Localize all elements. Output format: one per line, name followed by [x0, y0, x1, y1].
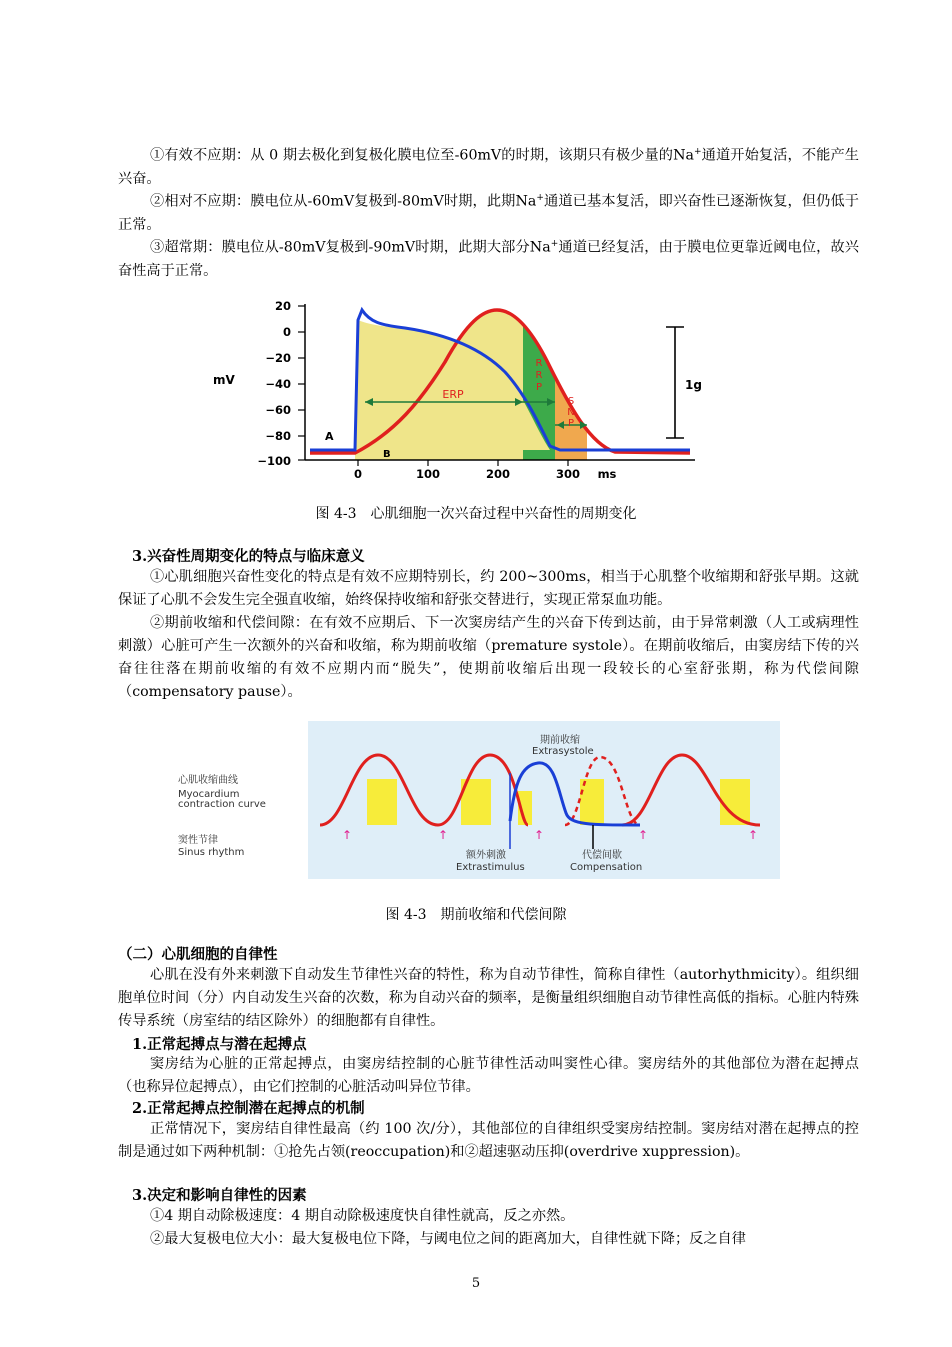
heading-pacemaker: 1.正常起搏点与潜在起搏点 — [132, 1036, 307, 1053]
svg-text:−40: −40 — [265, 377, 291, 391]
svg-text:R: R — [535, 358, 543, 369]
figure1-caption: 图 4-3 心肌细胞一次兴奋过程中兴奋性的周期变化 — [315, 506, 637, 522]
paragraph-factor-1: ①4 期自动除极速度：4 期自动除极速度快自律性就高，反之亦然。 — [150, 1208, 575, 1224]
svg-text:↑: ↑ — [342, 828, 353, 842]
label-extrasystole-cn: 期前收缩 — [540, 735, 580, 746]
svg-text:S: S — [567, 396, 575, 407]
svg-text:↑: ↑ — [638, 828, 649, 842]
label-curve-cn: 心肌收缩曲线 — [178, 775, 238, 786]
label-sinus-en: Sinus rhythm — [178, 847, 245, 858]
label-comp-en: Compensation — [570, 862, 643, 873]
svg-text:300: 300 — [555, 467, 581, 481]
label-a: A — [325, 430, 334, 443]
svg-text:N: N — [567, 407, 575, 418]
x-axis-ticks — [354, 467, 617, 481]
svg-text:−20: −20 — [265, 351, 291, 365]
label-extrastim-cn: 额外刺激 — [466, 850, 506, 861]
paragraph-autorhythmicity: 心肌在没有外来刺激下自动发生节律性兴奋的特性，称为自动节律性，简称自律性（autorhythmicity）。组织细胞单位时间（分）内自动发生兴奋的次数，称为自动兴奋的频率，是衡量组织细胞自动节律性高低的指标。心脏内特殊传导系统（房室结的结区除外）的细胞都有自律性。 — [118, 967, 859, 1029]
svg-text:↑: ↑ — [748, 828, 759, 842]
label-sinus-cn: 窦性节律 — [178, 835, 218, 846]
paragraph-pacemaker: 窦房结为心脏的正常起搏点，由窦房结控制的心脏节律性活动叫窦性心律。窦房结外的其他部位为潜在起搏点（也称异位起搏点），由它们控制的心脏活动叫异位节律。 — [118, 1056, 859, 1095]
svg-text:ms: ms — [597, 467, 617, 481]
svg-text:P: P — [535, 382, 543, 393]
snp-label — [567, 396, 574, 429]
y-axis-ticks — [257, 299, 291, 468]
heading-excitability-features: 3.兴奋性周期变化的特点与临床意义 — [132, 548, 365, 565]
erp-label: ERP — [442, 388, 464, 401]
heading-mechanism: 2.正常起搏点控制潜在起搏点的机制 — [132, 1100, 365, 1117]
label-curve-en2: contraction curve — [178, 799, 266, 810]
svg-text:20: 20 — [274, 299, 291, 313]
svg-text:↑: ↑ — [438, 828, 449, 842]
paragraph-erp: ①有效不应期：从 0 期去极化到复极化膜电位至-60mV的时期，该期只有极少量的Na+通道开始复活，不能产生兴奋。 — [118, 147, 859, 187]
heading-factors: 3.决定和影响自律性的因素 — [132, 1187, 307, 1204]
page-number: 5 — [471, 1276, 481, 1291]
paragraph-rrp: ②相对不应期：膜电位从-60mV复极到-80mV时期，此期Na+通道已基本复活，即兴奋性已逐渐恢复，但仍低于正常。 — [118, 193, 859, 233]
figure-extrasystole — [170, 721, 780, 879]
svg-text:0: 0 — [282, 325, 291, 339]
figure2-caption: 图 4-3 期前收缩和代偿间隙 — [385, 907, 567, 923]
scale-bar-label: 1g — [685, 378, 702, 392]
label-extrastim-en: Extrastimulus — [456, 862, 525, 873]
paragraph-factor-2: ②最大复极电位大小：最大复极电位下降，与阈电位之间的距离加大，自律性就下降；反之自律 — [150, 1231, 746, 1247]
svg-text:200: 200 — [485, 467, 511, 481]
svg-text:100: 100 — [415, 467, 441, 481]
paragraph-features: ①心肌细胞兴奋性变化的特点是有效不应期特别长，约 200~300ms，相当于心肌整个收缩期和舒张早期。这就保证了心肌不会发生完全强直收缩，始终保持收缩和舒张交替进行，实现正常泵血功能。 — [118, 569, 859, 608]
paragraph-premature-systole: ②期前收缩和代偿间隙：在有效不应期后、下一次窦房结产生的兴奋下传到达前，由于异常刺激（人工或病理性刺激）心脏可产生一次额外的兴奋和收缩，称为期前收缩（premature systole）。在期前收缩后，由窦房结下传的兴奋往往落在期前收缩的有效不应期内而“脱失”，使期前收缩后出现一段较长的心室舒张期，称为代偿间隙（compensatory pause）。 — [118, 615, 859, 700]
label-extrasystole-en: Extrasystole — [532, 746, 594, 757]
paragraph-snp: ③超常期：膜电位从-80mV复极到-90mV时期，此期大部分Na+通道已经复活，由于膜电位更靠近阈电位，故兴奋性高于正常。 — [118, 239, 859, 279]
svg-text:↑: ↑ — [534, 828, 545, 842]
label-comp-cn: 代偿间歇 — [582, 850, 622, 861]
rrp-label — [536, 358, 543, 393]
svg-text:−100: −100 — [257, 454, 291, 468]
svg-text:R: R — [535, 370, 543, 381]
y-axis-label: mV — [213, 373, 235, 387]
figure-action-potential — [205, 292, 725, 487]
svg-text:0: 0 — [353, 467, 363, 481]
heading-autorhythmicity: （二）心肌细胞的自律性 — [118, 946, 278, 963]
svg-text:−80: −80 — [265, 429, 291, 443]
snp-region — [555, 302, 587, 462]
svg-text:−60: −60 — [265, 403, 291, 417]
paragraph-mechanism: 正常情况下，窦房结自律性最高（约 100 次/分），其他部位的自律组织受窦房结控制。窦房结对潜在起搏点的控制是通过如下两种机制：①抢先占领(reoccupation)和②超速驱动压抑(overdrive xuppression)。 — [118, 1121, 859, 1160]
svg-text:P: P — [567, 418, 575, 429]
label-curve-en1: Myocardium — [178, 789, 240, 800]
label-b: B — [383, 449, 391, 460]
